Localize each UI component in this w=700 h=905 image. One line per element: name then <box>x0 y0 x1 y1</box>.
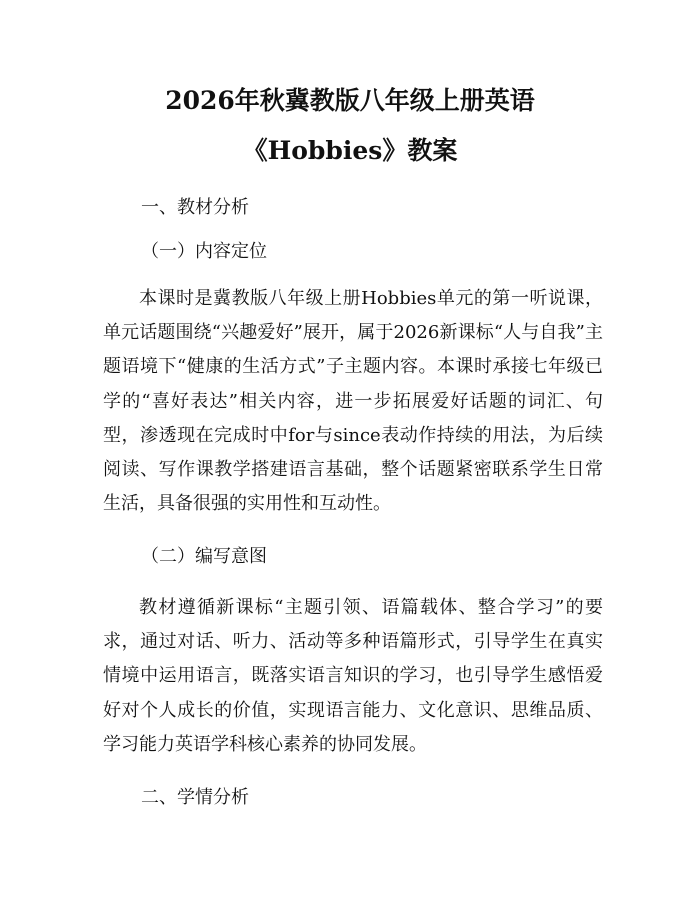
subheading-writing-intent: （二）编写意图 <box>141 546 267 567</box>
paragraph-content-positioning: 本课时是冀教版八年级上册Hobbies单元的第一听说课，单元话题围绕“兴趣爱好”展开，属于2026新课标“人与自我”主题语境下“健康的生活方式”子主题内容。本课时承接七年级已学的“喜好表达”相关内容，进一步拓展爱好话题的词汇、句型，渗透现在完成时中for与since表动作持续的用法，为后续阅读、写作课教学搭建语言基础，整个话题紧密联系学生日常生活，具备很强的实用性和互动性。 <box>103 288 603 515</box>
paragraph-writing-intent: 教材遵循新课标“主题引领、语篇载体、整合学习”的要求，通过对话、听力、活动等多种语篇形式，引导学生在真实情境中运用语言，既落实语言知识的学习，也引导学生感悟爱好对个人成长的价值，实现语言能力、文化意识、思维品质、学习能力英语学科核心素养的协同发展。 <box>103 597 603 755</box>
document-title-line2: 《Hobbies》教案 <box>242 136 458 165</box>
subheading-content-positioning: （一）内容定位 <box>141 241 267 262</box>
document-title-line1: 2026年秋冀教版八年级上册英语 <box>165 86 535 115</box>
section-heading-textbook-analysis: 一、教材分析 <box>141 197 249 218</box>
section-heading-learner-analysis: 二、学情分析 <box>141 787 249 808</box>
